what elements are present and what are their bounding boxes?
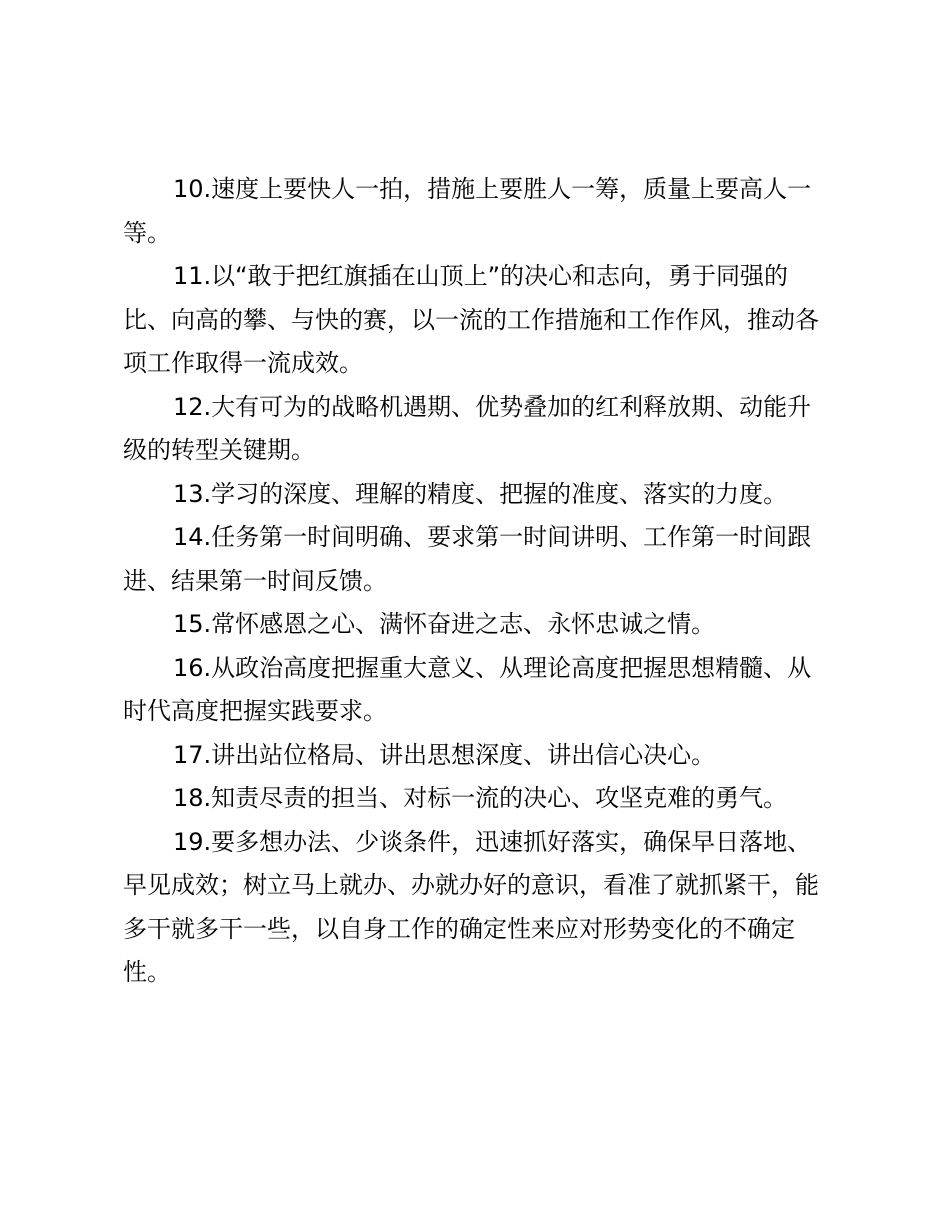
paragraph-15: 15.常怀感恩之心、满怀奋进之志、永怀忠诚之情。	[173, 610, 716, 638]
paragraph-17: 17.讲出站位格局、讲出思想深度、讲出信心决心。	[173, 740, 716, 769]
paragraph-14: 14.任务第一时间明确、要求第一时间讲明、工作第一时间跟进、结果第一时间反馈。	[123, 523, 812, 595]
paragraph-13: 13.学习的深度、理解的精度、把握的准度、落实的力度。	[173, 479, 788, 508]
paragraph-11: 11.以“敢于把红旗插在山顶上”的决心和志向，勇于同强的比、向高的攀、与快的赛，以一流的工作措施和工作作风，推动各项工作取得一流成效。	[123, 262, 819, 377]
paragraph-10: 10.速度上要快人一拍，措施上要胜人一筹，质量上要高人一等。	[123, 175, 812, 247]
paragraph-19: 19.要多想办法、少谈条件，迅速抓好落实，确保早日落地、早见成效；树立马上就办、办就办好的意识，看准了就抓紧干，能多干就多干一些，以自身工作的确定性来应对形势变化的不确定性。	[123, 827, 819, 986]
paragraph-18: 18.知责尽责的担当、对标一流的决心、攻坚克难的勇气。	[173, 784, 788, 812]
document-body	[123, 168, 835, 995]
paragraph-12: 12.大有可为的战略机遇期、优势叠加的红利释放期、动能升级的转型关键期。	[123, 392, 812, 464]
paragraph-16: 16.从政治高度把握重大意义、从理论高度把握思想精髓、从时代高度把握实践要求。	[123, 653, 812, 725]
